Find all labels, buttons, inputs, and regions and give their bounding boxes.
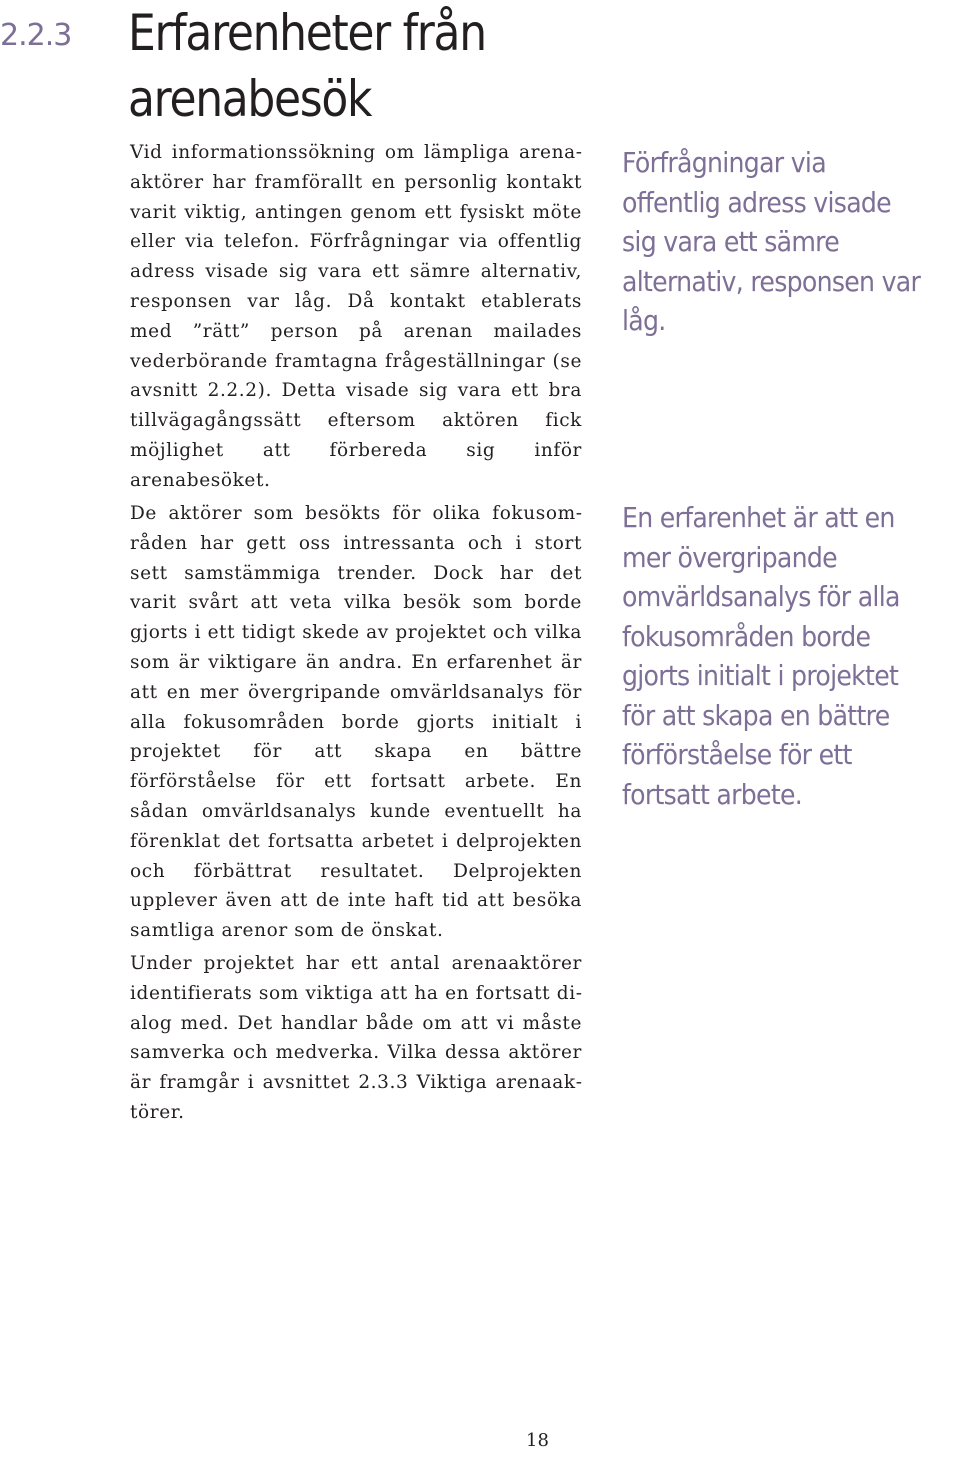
body-paragraph-1: Vid informationssökning om lämpliga arenaaktörer har framförallt en personlig kontakt varit viktig, antingen genom ett fysiskt möte eller via telefon. Förfrågningar via offentlig adress visade sig vara ett sämre alternativ, responsen var låg. Då kontakt etablerats med ”rätt” person på arenan mailades vederbörande framtagna frågeställningar (se avsnitt 2.2.2). Detta visade sig vara ett bra tillvägagångssätt eftersom aktören fick möjlighet att förbereda sig inför arenabesöket. (130, 142, 582, 491)
pull-quote-1: Förfrågningar via offentlig adress visade sig vara ett sämre alternativ, responsen var låg. (622, 146, 921, 337)
section-number: 2.2.3 (0, 18, 72, 53)
page-title: Erfarenheter från arenabesök (128, 4, 486, 128)
page-number: 18 (526, 1430, 549, 1451)
body-paragraph-3: Under projektet har ett antal arenaaktörer identifierats som viktiga att ha en fortsatt dialog med. Det handlar både om att vi måste samverka och medverka. Vilka dessa aktörer är framgår i avsnittet 2.3.3 Viktiga arenaaktörer. (130, 953, 582, 1123)
body-paragraph-2: De aktörer som besökts för olika fokusområden har gett oss intressanta och i stort sett samstämmiga trender. Dock har det varit svårt att veta vilka besök som borde gjorts i ett tidigt skede av projektet och vilka som är viktigare än andra. En erfarenhet är att en mer övergripande omvärldsanalys för alla fokusområden borde gjorts initialt i projektet för att skapa en bättre förförståelse för ett fortsatt arbete. En sådan omvärldsanalys kunde eventuellt ha förenklat det fortsatta arbetet i delprojekten och förbättrat resultatet. Delprojekten upplever även att de inte haft tid att besöka samtliga arenor som de önskat. (130, 503, 582, 942)
pull-quote-2: En erfarenhet är att en mer övergripande omvärldsanalys för alla fokusområden borde gjorts initialt i projektet för att skapa en bättre förförståelse för ett fortsatt arbete. (622, 501, 900, 811)
